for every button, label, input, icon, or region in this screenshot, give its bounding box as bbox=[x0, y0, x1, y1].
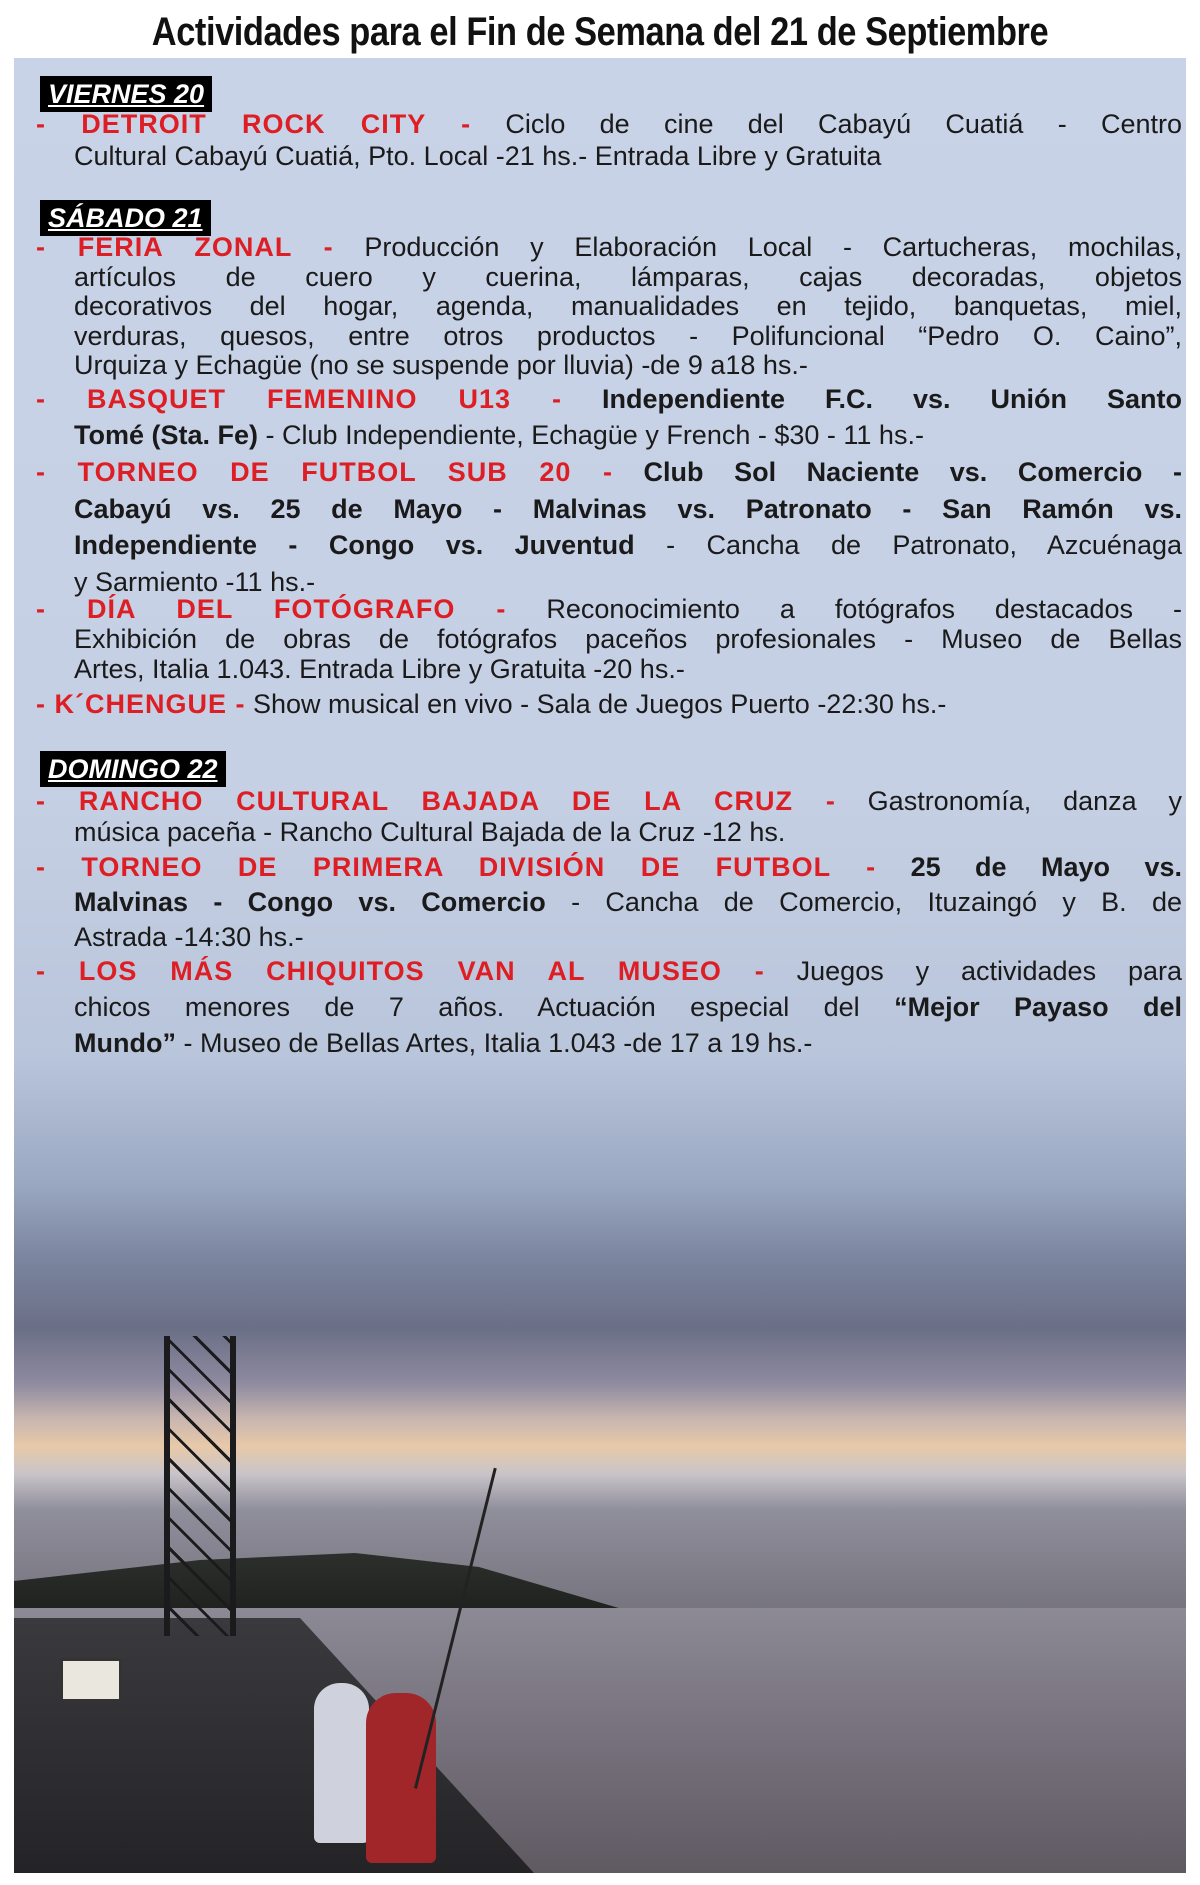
event-teams: Cabayú vs. 25 de Mayo - Malvinas vs. Patronato - San Ramón vs. bbox=[74, 493, 1182, 524]
event-text: - Cancha de Comercio, Ituzaingó y B. de bbox=[571, 887, 1182, 917]
event-text: - Museo de Bellas Artes, Italia 1.043 -de 17 a 19 hs.- bbox=[183, 1028, 813, 1058]
event-text: decorativos del hogar, agenda, manualidades en tejido, banquetas, miel, bbox=[74, 291, 1182, 321]
event-text: Astrada -14:30 hs.- bbox=[74, 922, 304, 952]
event-text: Producción y Elaboración Local - Cartucheras, mochilas, bbox=[364, 232, 1182, 262]
port-crane bbox=[164, 1336, 236, 1636]
event-text: Ciclo de cine del Cabayú Cuatiá - Centro bbox=[505, 109, 1182, 139]
day-label-viernes: VIERNES 20 bbox=[40, 76, 212, 112]
event-text: Juegos y actividades para bbox=[796, 956, 1182, 986]
event-teams: Independiente - Congo vs. Juventud bbox=[74, 530, 635, 560]
event-teams: Club Sol Naciente vs. Comercio - bbox=[643, 457, 1182, 487]
event-text: artículos de cuero y cuerina, lámparas, cajas decoradas, objetos bbox=[74, 261, 1182, 292]
event-torneo-futbol-sub20 bbox=[36, 454, 1182, 600]
event-kchengue bbox=[36, 688, 1182, 720]
event-title: - BASQUET FEMENINO U13 - bbox=[36, 384, 562, 414]
event-text: y Sarmiento -11 hs.- bbox=[74, 566, 316, 597]
event-highlight: Mundo” bbox=[74, 1028, 176, 1058]
event-detroit-rock-city bbox=[36, 108, 1182, 172]
event-title: - TORNEO DE FUTBOL SUB 20 - bbox=[36, 457, 613, 487]
event-text: Reconocimiento a fotógrafos destacados - bbox=[546, 594, 1182, 624]
event-los-mas-chiquitos bbox=[36, 953, 1182, 1061]
event-teams: Malvinas - Congo vs. Comercio bbox=[74, 887, 546, 917]
event-basquet-femenino bbox=[36, 381, 1182, 453]
event-title: - RANCHO CULTURAL BAJADA DE LA CRUZ - bbox=[36, 786, 836, 816]
event-highlight: “Mejor Payaso del bbox=[894, 992, 1182, 1022]
day-label-domingo: DOMINGO 22 bbox=[40, 751, 226, 787]
event-rancho-cultural bbox=[36, 786, 1182, 848]
person-fishing-grey bbox=[314, 1683, 369, 1843]
poster-panel bbox=[14, 58, 1186, 1873]
event-text: Urquiza y Echagüe (no se suspende por lluvia) -de 9 a18 hs.- bbox=[74, 350, 808, 380]
event-text: Cultural Cabayú Cuatiá, Pto. Local -21 hs.- Entrada Libre y Gratuita bbox=[74, 141, 882, 171]
event-title: - FERIA ZONAL - bbox=[36, 232, 334, 262]
event-teams: Independiente F.C. vs. Unión Santo bbox=[602, 384, 1182, 414]
event-title: - K´CHENGUE - bbox=[36, 689, 246, 719]
pier-sign bbox=[60, 1658, 122, 1702]
day-label-sabado: SÁBADO 21 bbox=[40, 200, 211, 236]
event-title: - DÍA DEL FOTÓGRAFO - bbox=[36, 594, 507, 624]
event-teams: Tomé (Sta. Fe) bbox=[74, 420, 259, 450]
event-text: Exhibición de obras de fotógrafos paceños profesionales - Museo de Bellas bbox=[74, 624, 1182, 654]
event-text: Show musical en vivo - Sala de Juegos Puerto -22:30 hs.- bbox=[253, 689, 947, 719]
event-text: verduras, quesos, entre otros productos - Polifuncional “Pedro O. Caino”, bbox=[74, 320, 1182, 351]
event-title: - TORNEO DE PRIMERA DIVISIÓN DE FUTBOL - bbox=[36, 852, 877, 882]
page-title: Actividades para el Fin de Semana del 21 de Septiembre bbox=[151, 10, 1049, 54]
event-title: - LOS MÁS CHIQUITOS VAN AL MUSEO - bbox=[36, 956, 765, 986]
event-text: - Cancha de Patronato, Azcuénaga bbox=[666, 530, 1182, 560]
event-text: Gastronomía, danza y bbox=[867, 786, 1182, 816]
event-torneo-primera-division bbox=[36, 850, 1182, 955]
event-teams: 25 de Mayo vs. bbox=[910, 852, 1182, 882]
event-dia-del-fotografo bbox=[36, 594, 1182, 684]
event-text: música paceña - Rancho Cultural Bajada de la Cruz -12 hs. bbox=[74, 817, 786, 847]
person-fishing-red bbox=[366, 1693, 436, 1863]
event-text: - Club Independiente, Echagüe y French - $30 - 11 hs.- bbox=[265, 420, 924, 450]
event-feria-zonal bbox=[36, 233, 1182, 381]
event-title: - DETROIT ROCK CITY - bbox=[36, 109, 472, 139]
event-text: chicos menores de 7 años. Actuación especial del bbox=[74, 992, 860, 1022]
event-text: Artes, Italia 1.043. Entrada Libre y Gratuita -20 hs.- bbox=[74, 654, 685, 684]
